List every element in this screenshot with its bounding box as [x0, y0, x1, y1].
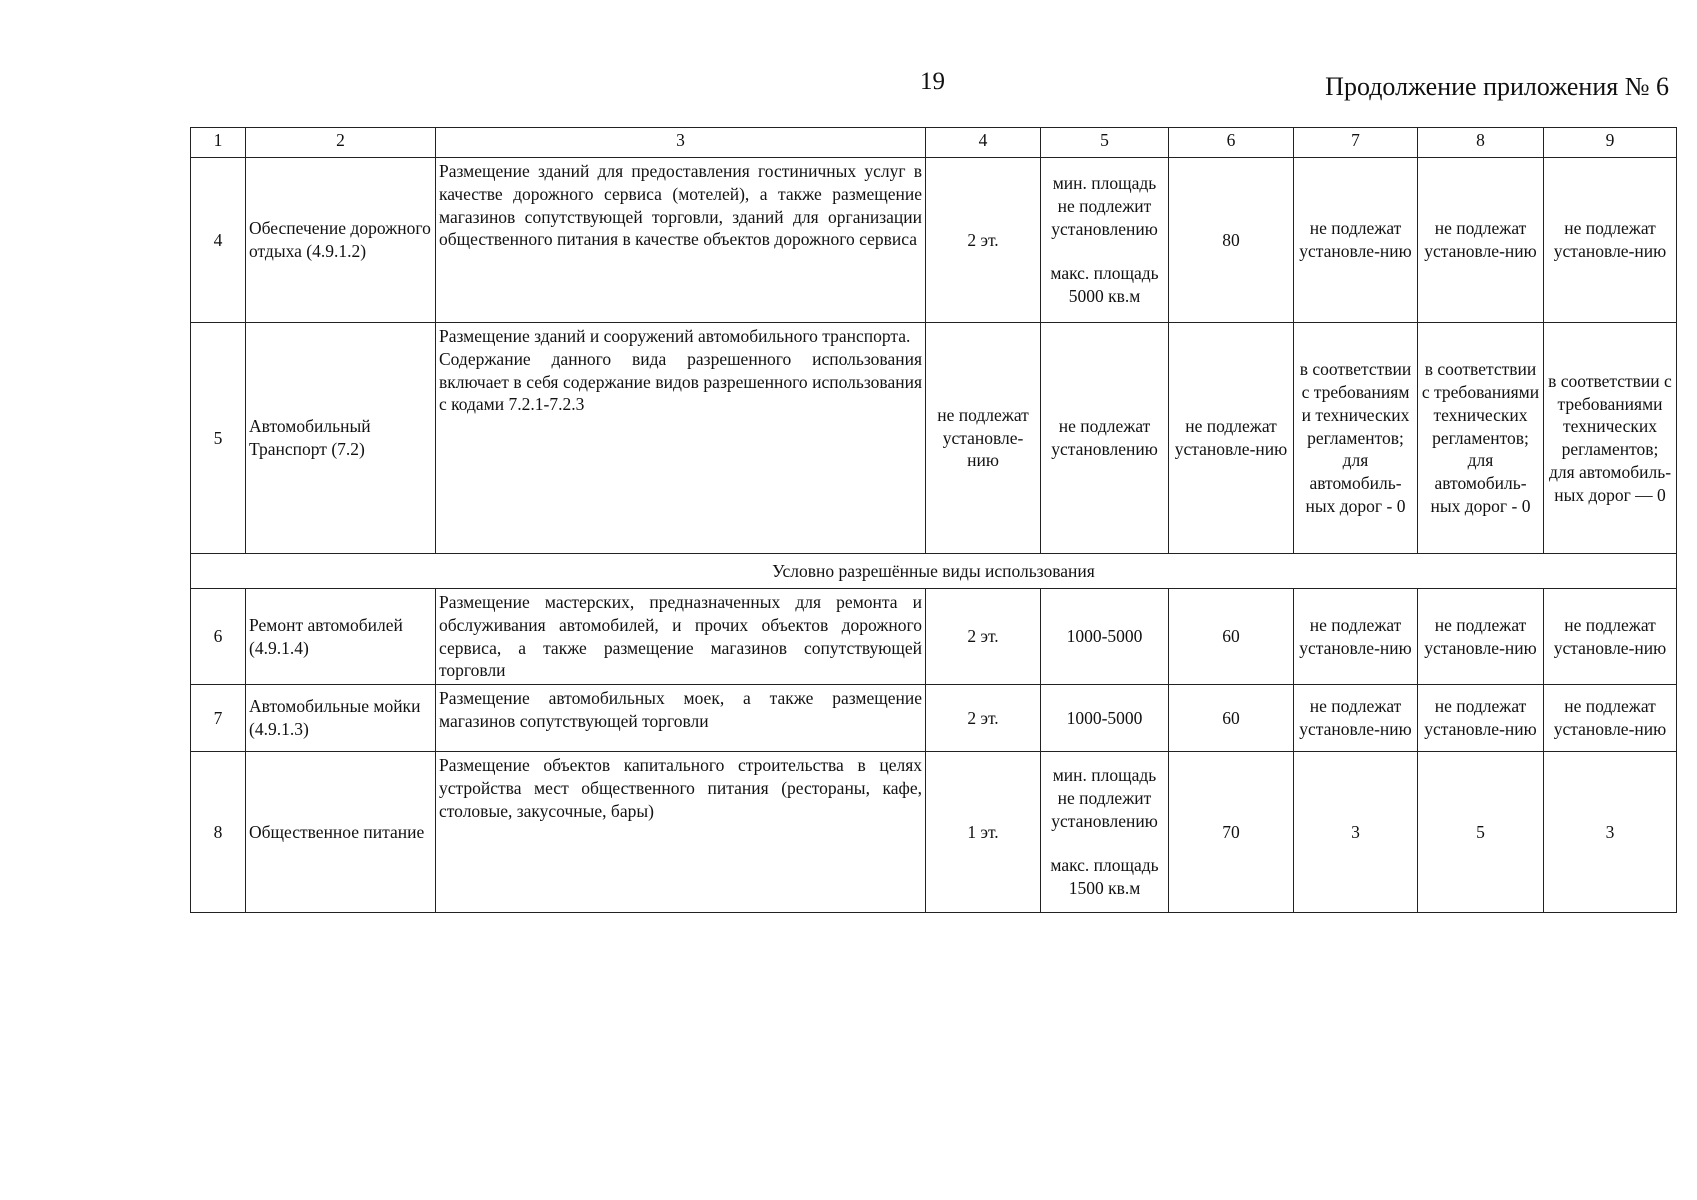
column-header: 4 [926, 128, 1041, 158]
section-title: Условно разрешённые виды использования [191, 554, 1677, 589]
column-header: 2 [246, 128, 436, 158]
column-header: 5 [1041, 128, 1169, 158]
max-floors: 1 эт. [926, 752, 1041, 913]
use-type-description: Размещение зданий для предоставления гостиничных услуг в качестве дорожного сервиса (мотелей), а также размещение магазинов сопутствующей торговли, зданий для организации общественного питания в качестве объектов дорожного сервиса [436, 158, 926, 323]
plot-area: не подлежат установлению [1041, 323, 1169, 554]
column-number-row [191, 128, 1677, 158]
column-8-value: не подлежат установле-нию [1418, 158, 1544, 323]
use-type-description: Размещение мастерских, предназначенных для ремонта и обслуживания автомобилей, и прочих объектов дорожного сервиса, а также размещение магазинов сопутствующей торговли [436, 589, 926, 685]
use-type-description [436, 323, 926, 554]
row-number: 4 [191, 158, 246, 323]
appendix-title: Продолжение приложения № 6 [1325, 72, 1669, 101]
column-9-value: не подлежат установле-нию [1544, 158, 1677, 323]
use-type-name: Автомобильные мойки (4.9.1.3) [246, 685, 436, 752]
table-row [191, 589, 1677, 685]
max-floors: 2 эт. [926, 685, 1041, 752]
column-9-value: в соответствии с требованиями технических регламентов; для автомобиль-ных дорог — 0 [1544, 323, 1677, 554]
table-row [191, 752, 1677, 913]
use-type-name: Автомобильный Транспорт (7.2) [246, 323, 436, 554]
table-row [191, 323, 1677, 554]
column-8-value: не подлежат установле-нию [1418, 589, 1544, 685]
row-number: 7 [191, 685, 246, 752]
table-row [191, 158, 1677, 323]
plot-area-max: макс. площадь 5000 кв.м [1050, 263, 1159, 307]
column-9-value: 3 [1544, 752, 1677, 913]
plot-area: 1000-5000 [1041, 589, 1169, 685]
column-9-value: не подлежат установле-нию [1544, 685, 1677, 752]
section-row [191, 554, 1677, 589]
column-header: 6 [1169, 128, 1294, 158]
land-use-table [190, 127, 1677, 913]
plot-area [1041, 158, 1169, 323]
description-paragraph: Содержание данного вида разрешенного использования включает в себя содержание видов разрешенного использования с кодами 7.2.1-7.2.3 [439, 348, 922, 415]
column-header: 7 [1294, 128, 1418, 158]
max-floors: 2 эт. [926, 589, 1041, 685]
coverage-percent: 60 [1169, 589, 1294, 685]
use-type-name: Обеспечение дорожного отдыха (4.9.1.2) [246, 158, 436, 323]
column-8-value: не подлежат установле-нию [1418, 685, 1544, 752]
row-number: 5 [191, 323, 246, 554]
use-type-name: Общественное питание [246, 752, 436, 913]
coverage-percent: 70 [1169, 752, 1294, 913]
plot-area-max: макс. площадь 1500 кв.м [1050, 855, 1159, 899]
plot-area-min: мин. площадь не подлежит установлению [1051, 765, 1158, 831]
plot-area-min: мин. площадь не подлежит установлению [1051, 173, 1158, 239]
column-7-value: 3 [1294, 752, 1418, 913]
plot-area: 1000-5000 [1041, 685, 1169, 752]
column-9-value: не подлежат установле-нию [1544, 589, 1677, 685]
row-number: 8 [191, 752, 246, 913]
column-7-value: в соответствии с требованиям и технических регламентов; для автомобиль-ных дорог - 0 [1294, 323, 1418, 554]
column-8-value: 5 [1418, 752, 1544, 913]
column-7-value: не подлежат установле-нию [1294, 158, 1418, 323]
column-header: 3 [436, 128, 926, 158]
use-type-description: Размещение объектов капитального строительства в целях устройства мест общественного питания (рестораны, кафе, столовые, закусочные, бары) [436, 752, 926, 913]
column-header: 8 [1418, 128, 1544, 158]
plot-area [1041, 752, 1169, 913]
coverage-percent: 60 [1169, 685, 1294, 752]
column-header: 1 [191, 128, 246, 158]
coverage-percent: 80 [1169, 158, 1294, 323]
max-floors: не подлежат установле-нию [926, 323, 1041, 554]
column-7-value: не подлежат установле-нию [1294, 685, 1418, 752]
column-header: 9 [1544, 128, 1677, 158]
use-type-description: Размещение автомобильных моек, а также размещение магазинов сопутствующей торговли [436, 685, 926, 752]
max-floors: 2 эт. [926, 158, 1041, 323]
table-row [191, 685, 1677, 752]
column-8-value: в соответствии с требованиями технических регламентов; для автомобиль-ных дорог - 0 [1418, 323, 1544, 554]
column-7-value: не подлежат установле-нию [1294, 589, 1418, 685]
coverage-percent: не подлежат установле-нию [1169, 323, 1294, 554]
row-number: 6 [191, 589, 246, 685]
description-paragraph: Размещение зданий и сооружений автомобильного транспорта. [439, 326, 911, 346]
use-type-name: Ремонт автомобилей (4.9.1.4) [246, 589, 436, 685]
page-number: 19 [920, 68, 945, 95]
